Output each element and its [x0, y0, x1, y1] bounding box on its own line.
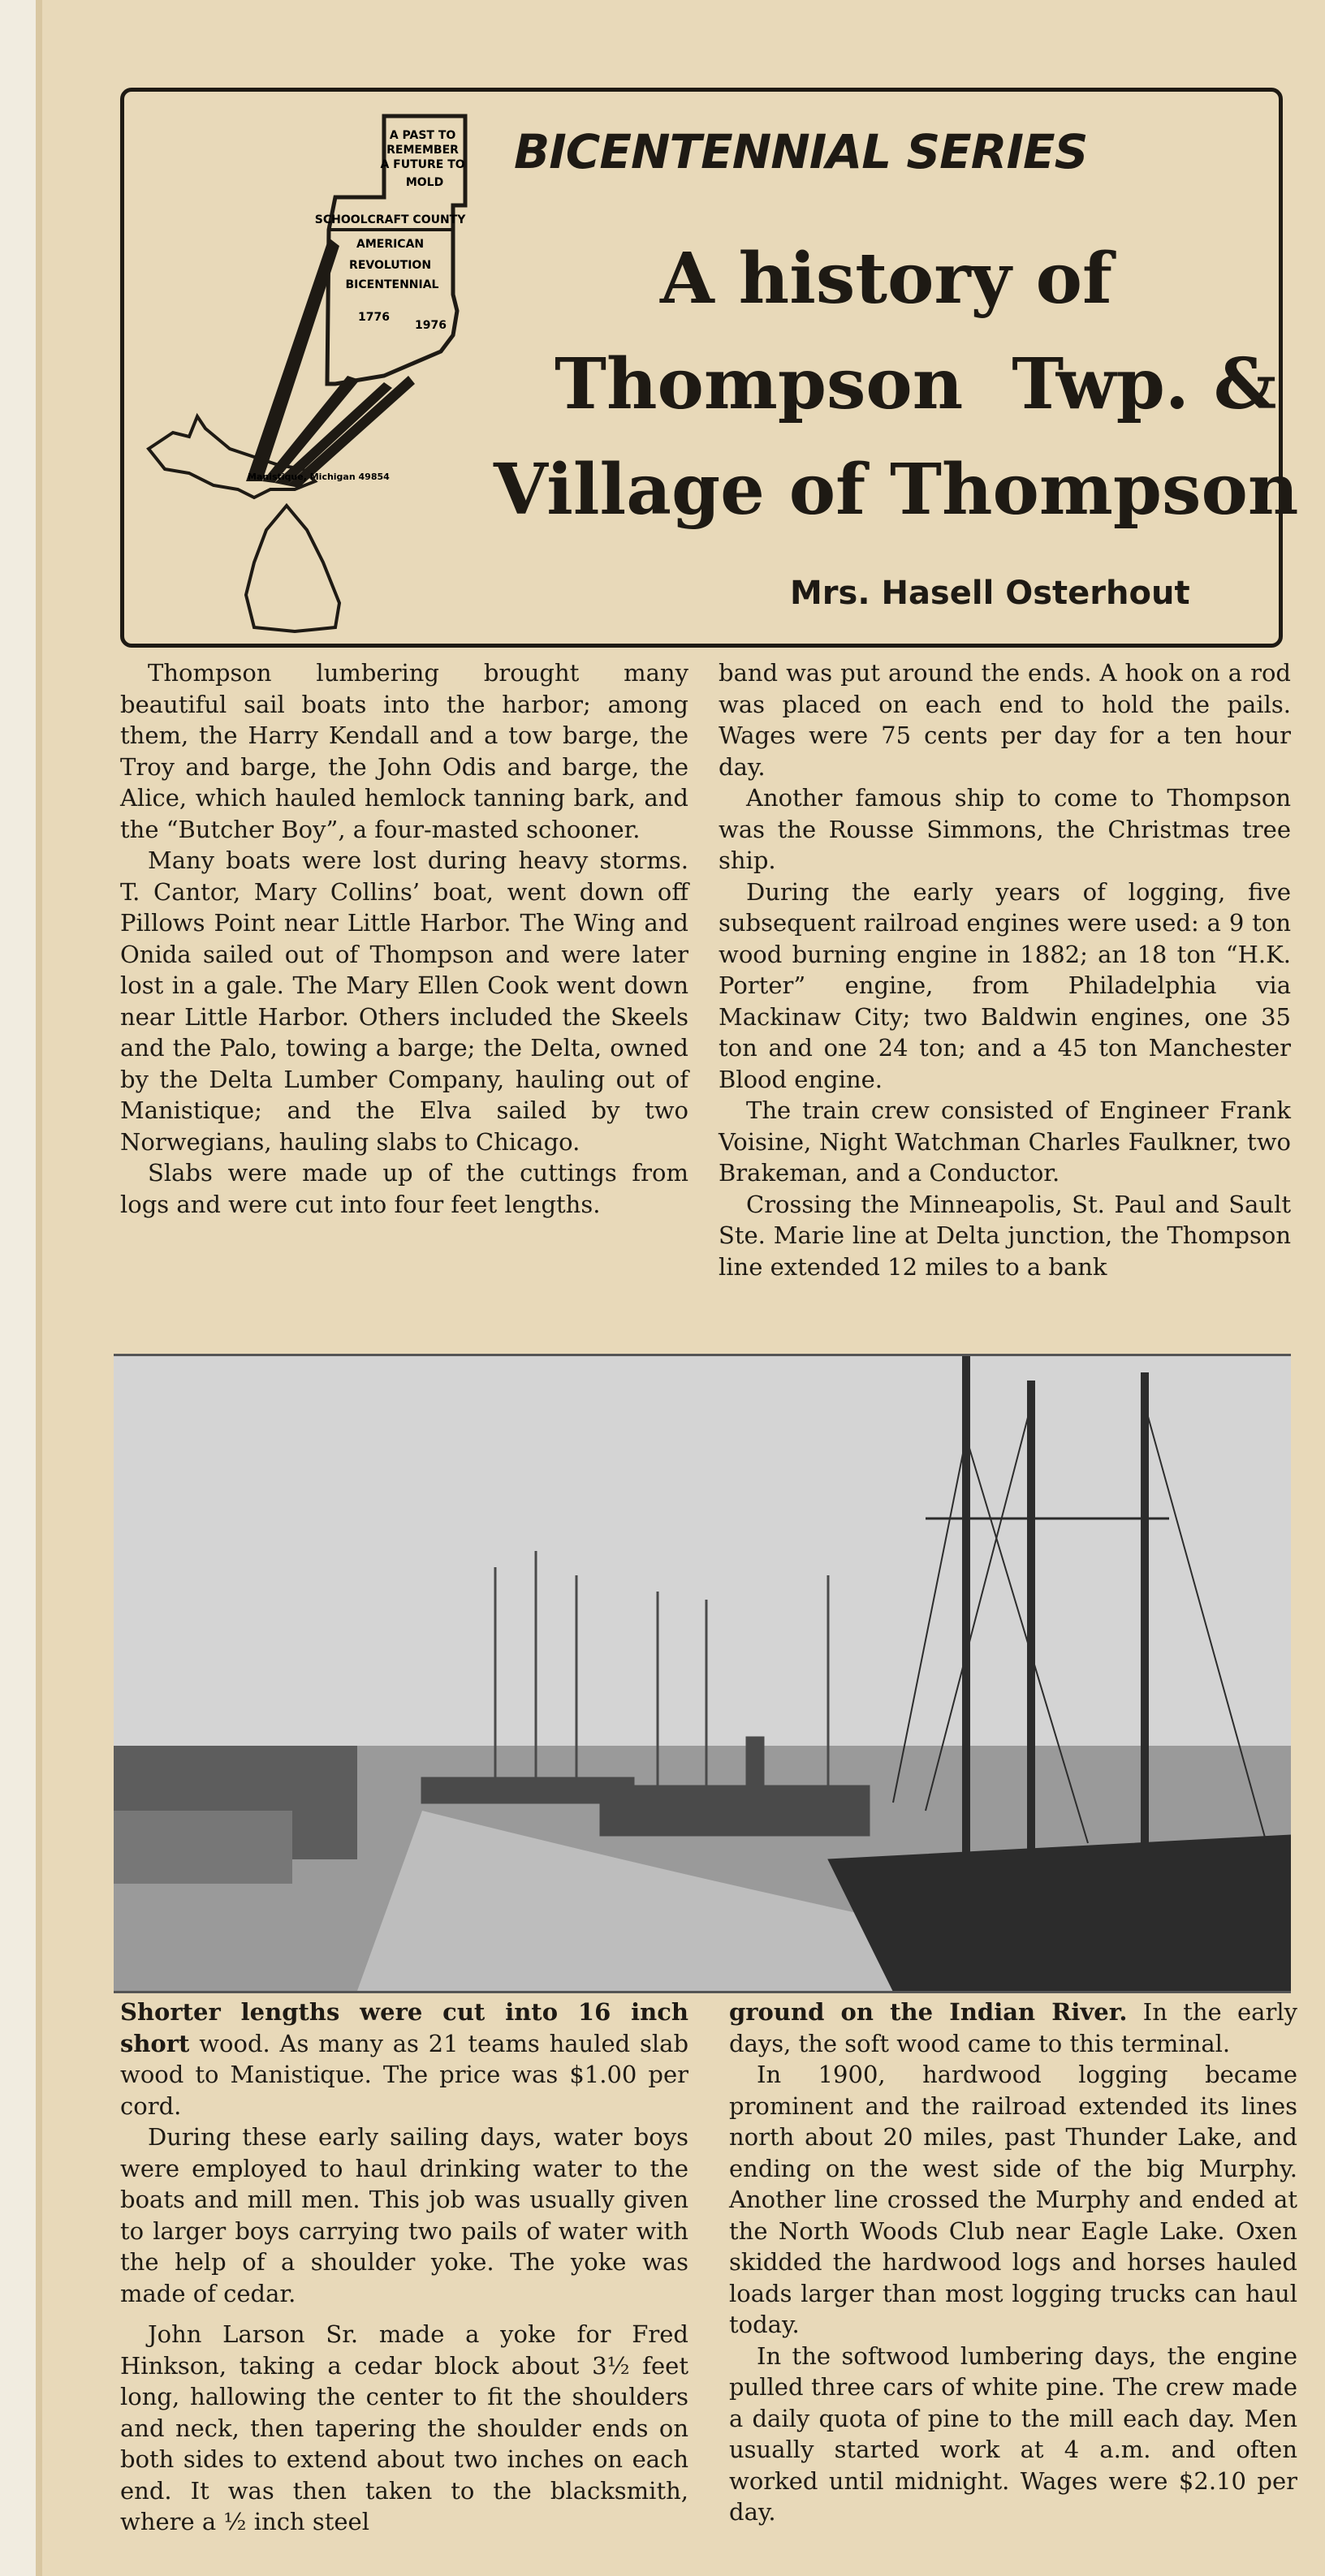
lead-bold-text: ground on the Indian River.: [729, 1998, 1128, 2026]
lead-text: wood. As many as 21 teams hauled slab wood to Manistique. The price was $1.00 per cord.: [120, 2029, 689, 2120]
lead-paragraph: [120, 1997, 688, 2122]
clipping-edge: [36, 0, 42, 2576]
paragraph: Another famous ship to come to Thompson was the Rousse Simmons, the Christmas tree ship.: [719, 784, 1291, 874]
column-2: [719, 657, 1291, 1282]
paragraph: Slabs were made up of the cuttings from logs and were cut into four feet lengths.: [120, 1159, 688, 1218]
header-box: [120, 88, 1299, 648]
article-title-line-1: A history of: [660, 238, 1112, 320]
logo-motto: A PAST TO REMEMBER A FUTURE TO MOLD: [380, 129, 465, 189]
article-title-line-2: Thompson Twp. &: [555, 343, 1277, 425]
page-margin: [0, 0, 36, 2576]
logo-year-end: 1976: [415, 319, 447, 332]
paragraph: Thompson lumbering brought many beautiful sail boats into the harbor; among them, the Harry Kendall and a tow barge, the Troy and barge, the John Odis and barge, the Alice, which hauled hemlock tanning bark, and the “Butcher Boy”, a four-masted schooner.: [120, 659, 688, 843]
harbor-photo: [114, 1354, 1291, 1993]
paragraph: In the softwood lumbering days, the engine pulled three cars of white pine. The crew made a daily quota of pine to the mill each day. Men usually started work at 4 a.m. and often worked until midnight. Wages were $2.10 per day.: [729, 2341, 1297, 2526]
lead-paragraph: [729, 1997, 1297, 2059]
column-4: [729, 1997, 1297, 2528]
logo-county-text: SCHOOLCRAFT COUNTY AMERICAN REVOLUTION BICENTENNIAL: [314, 213, 466, 291]
lead-bold-text: Shorter lengths were cut into 16 inch short: [120, 1998, 688, 2057]
paragraph: John Larson Sr. made a yoke for Fred Hinkson, taking a cedar block about 3½ feet long, hallowing the center to fit the shoulders and neck, then tapering the shoulder ends on both sides to extend about two inches on each end. It was then taken to the blacksmith, where a ½ inch steel: [120, 2320, 688, 2535]
column-3: [120, 1997, 688, 2538]
paragraph: Crossing the Minneapolis, St. Paul and Sault Ste. Marie line at Delta junction, the Thompson line extended 12 miles to a bank: [719, 1190, 1291, 1281]
logo-year-start: 1776: [358, 311, 390, 324]
paragraph: During the early years of logging, five subsequent railroad engines were used: a 9 ton wood burning engine in 1882; an 18 ton “H.K. Porter” engine, from Philadelphia via Mackinaw City; two Baldwin engines, one 35 ton and one 24 ton; and a 45 ton Manchester Blood engine.: [719, 877, 1291, 1093]
lead-text: In the early days, the soft wood came to this terminal.: [729, 1998, 1297, 2057]
paragraph: During these early sailing days, water boys were employed to haul drinking water to the boats and mill men. This job was usually given to larger boys carrying two pails of water with the help of a shoulder yoke. The yoke was made of cedar.: [120, 2123, 688, 2307]
logo-location: Manistique, Michigan 49854: [248, 472, 390, 482]
column-1: [120, 657, 688, 1220]
bicentennial-logo: [140, 108, 595, 635]
michigan-lp-outline: [246, 506, 339, 631]
article-title-line-3: Village of Thompson: [494, 449, 1299, 531]
series-label: BICENTENNIAL SERIES: [514, 124, 1088, 179]
paragraph: In 1900, hardwood logging became prominent and the railroad extended its lines north about 20 miles, past Thunder Lake, and ending on the west side of the big Murphy. Another line crossed the Murphy and ended at the North Woods Club near Eagle Lake. Oxen skidded the hardwood logs and horses hauled loads larger than most logging trucks can haul today.: [729, 2061, 1297, 2338]
paragraph: Many boats were lost during heavy storms. T. Cantor, Mary Collins’ boat, went down off Pillows Point near Little Harbor. The Wing and Onida sailed out of Thompson and were later lost in a gale. The Mary Ellen Cook went down near Little Harbor. Others included the Skeels and the Palo, towing a barge; the Delta, owned by the Delta Lumber Company, hauling out of Manistique; and the Elva sailed by two Norwegians, hauling slabs to Chicago.: [120, 846, 688, 1156]
author-byline: Mrs. Hasell Osterhout: [790, 575, 1190, 612]
paragraph: The train crew consisted of Engineer Frank Voisine, Night Watchman Charles Faulkner, two Brakeman, and a Conductor.: [719, 1096, 1291, 1187]
paragraph: band was put around the ends. A hook on a rod was placed on each end to hold the pails. Wages were 75 cents per day for a ten hour day.: [719, 659, 1291, 781]
